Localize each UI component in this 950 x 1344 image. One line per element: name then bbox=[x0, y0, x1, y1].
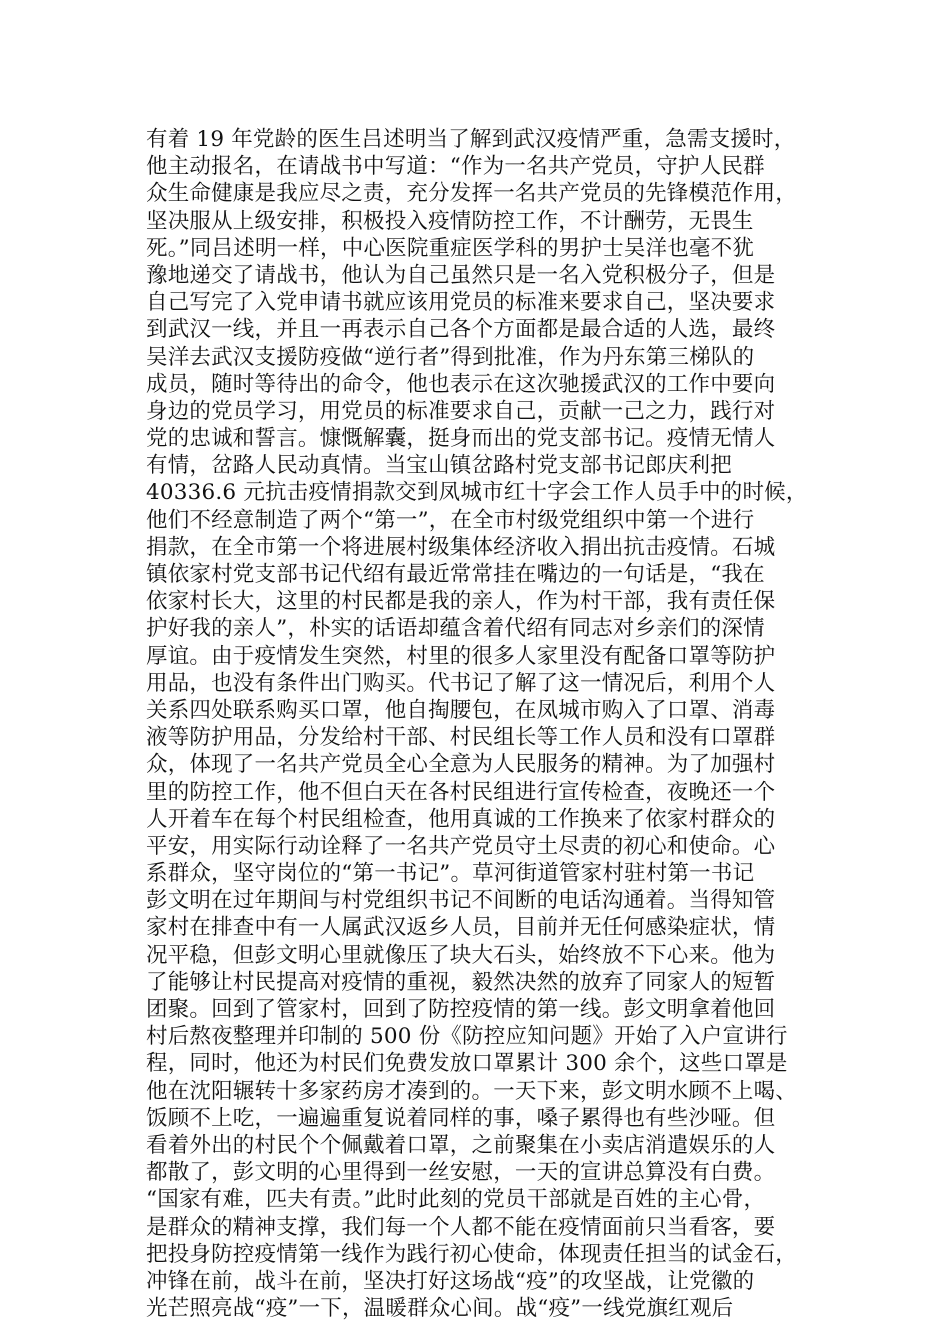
text-line: 冲锋在前，战斗在前，坚决打好这场战“疫”的攻坚战，让党徽的 bbox=[146, 1268, 755, 1294]
text-line: 护好我的亲人”，朴实的话语却蕴含着代绍有同志对乡亲们的深情 bbox=[146, 616, 765, 642]
text-line: 他在沈阳辗转十多家药房才凑到的。一天下来，彭文明水顾不上喝、 bbox=[146, 1078, 798, 1104]
text-line: 了能够让村民提高对疫情的重视，毅然决然的放弃了同家人的短暂 bbox=[146, 969, 776, 995]
text-line: 家村在排查中有一人属武汉返乡人员，目前并无任何感染症状，情 bbox=[146, 915, 776, 941]
text-line: 党的忠诚和誓言。慷慨解囊，挺身而出的党支部书记。疫情无情人 bbox=[146, 426, 776, 452]
text-line: 关系四处联系购买口罩，他自掏腰包，在凤城市购入了口罩、消毒 bbox=[146, 697, 776, 723]
text-line: 团聚。回到了管家村，回到了防控疫情的第一线。彭文明拿着他回 bbox=[146, 997, 776, 1022]
text-line: 把投身防控疫情第一线作为践行初心使命，体现责任担当的试金石， bbox=[146, 1241, 798, 1267]
text-line: 况平稳，但彭文明心里就像压了块大石头，始终放不下心来。他为 bbox=[146, 942, 776, 968]
text-line: 捐款，在全市第一个将进展村级集体经济收入捐出抗击疫情。石城 bbox=[146, 534, 776, 560]
text-line: 液等防护用品，分发给村干部、村民组长等工作人员和没有口罩群 bbox=[146, 725, 776, 751]
text-line: 自己写完了入党申请书就应该用党员的标准来要求自己，坚决要求 bbox=[146, 290, 776, 316]
text-line: 平安，用实际行动诠释了一名共产党员守土尽责的初心和使命。心 bbox=[146, 833, 776, 859]
text-line: 用品，也没有条件出门购买。代书记了解了这一情况后，利用个人 bbox=[146, 670, 776, 696]
body-paragraph bbox=[146, 126, 808, 1322]
text-line: 坚决服从上级安排，积极投入疫情防控工作，不计酬劳，无畏生 bbox=[146, 208, 754, 234]
text-line: 依家村长大，这里的村民都是我的亲人，作为村干部，我有责任保 bbox=[146, 589, 776, 615]
text-line: 众生命健康是我应尽之责，充分发挥一名共产党员的先锋模范作用， bbox=[146, 181, 798, 207]
text-line: 有情，岔路人民动真情。当宝山镇岔路村党支部书记郎庆利把 bbox=[146, 453, 732, 479]
text-line: 40336.6 元抗击疫情捐款交到凤城市红十字会工作人员手中的时候， bbox=[146, 480, 808, 506]
text-line: 系群众，坚守岗位的“第一书记”。草河街道管家村驻村第一书记 bbox=[146, 861, 755, 887]
text-line: 吴洋去武汉支援防疫做“逆行者”得到批准，作为丹东第三梯队的 bbox=[146, 344, 755, 370]
text-line: 身边的党员学习，用党员的标准要求自己，贡献一己之力，践行对 bbox=[146, 398, 776, 424]
text-line: 是群众的精神支撑，我们每一个人都不能在疫情面前只当看客，要 bbox=[146, 1214, 776, 1240]
text-line: 彭文明在过年期间与村党组织书记不间断的电话沟通着。当得知管 bbox=[146, 888, 776, 914]
text-line: 镇依家村党支部书记代绍有最近常常挂在嘴边的一句话是，“我在 bbox=[146, 562, 765, 587]
text-line: “国家有难，匹夫有责。”此时此刻的党员干部就是百姓的主心骨， bbox=[146, 1187, 766, 1213]
text-line: 光芒照亮战“疫”一下，温暖群众心间。战“疫”一线党旗红观后 bbox=[146, 1296, 734, 1322]
text-line: 有着 19 年党龄的医生吕述明当了解到武汉疫情严重，急需支援时， bbox=[146, 127, 796, 152]
text-line: 众，体现了一名共产党员全心全意为人民服务的精神。为了加强村 bbox=[146, 752, 776, 778]
text-line: 豫地递交了请战书，他认为自己虽然只是一名入党积极分子，但是 bbox=[146, 262, 776, 288]
text-line: 死。”同吕述明一样，中心医院重症医学科的男护士吴洋也毫不犹 bbox=[146, 235, 755, 261]
text-line: 成员，随时等待出的命令，他也表示在这次驰援武汉的工作中要向 bbox=[146, 371, 776, 397]
text-line: 他们不经意制造了两个“第一”，在全市村级党组织中第一个进行 bbox=[146, 507, 755, 533]
text-line: 看着外出的村民个个佩戴着口罩，之前聚集在小卖店消遣娱乐的人 bbox=[146, 1132, 776, 1158]
text-line: 村后熬夜整理并印制的 500 份《防控应知问题》开始了入户宣讲行 bbox=[146, 1024, 788, 1050]
text-line: 程，同时，他还为村民们免费发放口罩累计 300 余个，这些口罩是 bbox=[146, 1051, 788, 1077]
text-line: 都散了，彭文明的心里得到一丝安慰，一天的宣讲总算没有白费。 bbox=[146, 1160, 776, 1186]
text-line: 到武汉一线，并且一再表示自己各个方面都是最合适的人选，最终 bbox=[146, 317, 776, 343]
text-line: 饭顾不上吃，一遍遍重复说着同样的事，嗓子累得也有些沙哑。但 bbox=[146, 1105, 776, 1131]
text-line: 里的防控工作，他不但白天在各村民组进行宣传检查，夜晚还一个 bbox=[146, 779, 776, 805]
text-line: 人开着车在每个村民组检查，他用真诚的工作换来了依家村群众的 bbox=[146, 806, 776, 832]
text-line: 他主动报名，在请战书中写道：“作为一名共产党员，守护人民群 bbox=[146, 154, 765, 180]
text-line: 厚谊。由于疫情发生突然，村里的很多人家里没有配备口罩等防护 bbox=[146, 643, 776, 669]
